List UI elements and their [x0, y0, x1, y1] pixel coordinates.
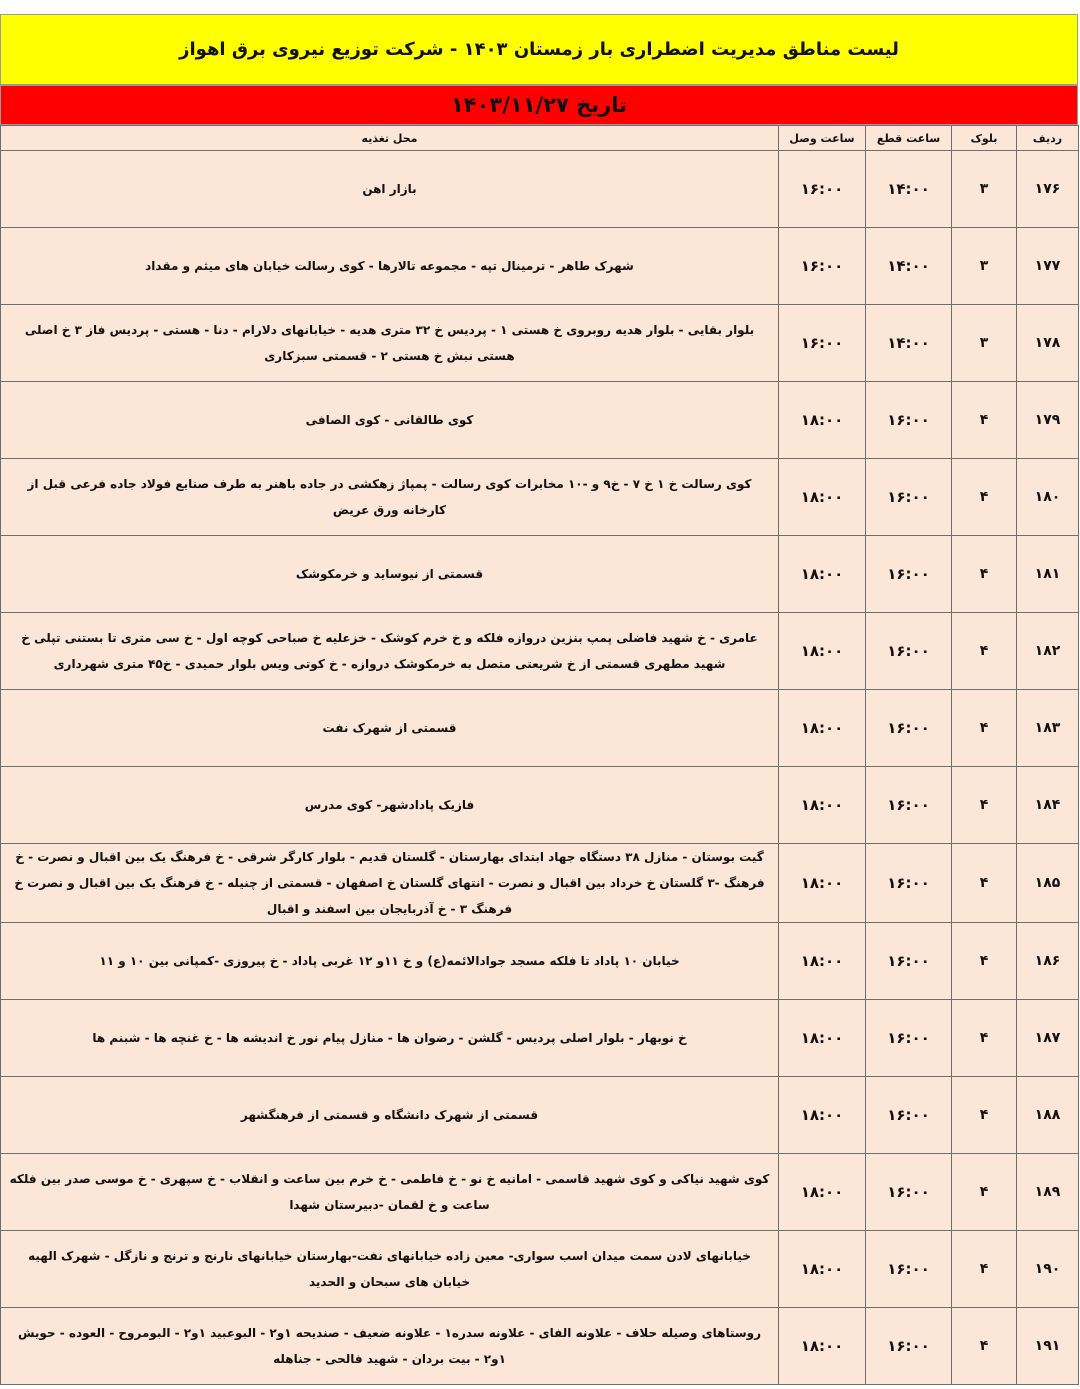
cell-connect-time: ۱۸:۰۰	[779, 536, 866, 613]
cell-connect-time: ۱۸:۰۰	[779, 923, 866, 1000]
cell-connect-time: ۱۸:۰۰	[779, 1308, 866, 1385]
cell-cut-time: ۱۶:۰۰	[866, 923, 952, 1000]
col-header-connect-time: ساعت وصل	[779, 126, 866, 151]
cell-connect-time: ۱۸:۰۰	[779, 690, 866, 767]
table-row	[1, 151, 1079, 228]
table-row	[1, 382, 1079, 459]
cell-row-no: ۱۸۹	[1017, 1154, 1079, 1231]
cell-block: ۴	[952, 613, 1017, 690]
cell-cut-time: ۱۶:۰۰	[866, 1231, 952, 1308]
table-row	[1, 767, 1079, 844]
cell-row-no: ۱۷۹	[1017, 382, 1079, 459]
cell-row-no: ۱۹۱	[1017, 1308, 1079, 1385]
cell-area: خیابانهای لادن سمت میدان اسب سواری- معین زاده خیابانهای نفت-بهارستان خیابانهای نارنج و ترنج و نازگل - شهرک الهیه خیابان های سبحان و الحدید	[1, 1231, 779, 1308]
table-row	[1, 1077, 1079, 1154]
table-row	[1, 459, 1079, 536]
cell-area: روستاهای وصیله حلاف - علاونه الفای - علاونه سدره۱ - علاونه ضعیف - صندیحه ۱و۲ - البوعبید ۱و۲ - البومروح - العوده - حویش ۱و۲ - بیت بردان - شهید فالحی - جناهله	[1, 1308, 779, 1385]
table-row	[1, 305, 1079, 382]
table-row	[1, 1154, 1079, 1231]
cell-area: بازار اهن	[1, 151, 779, 228]
cell-cut-time: ۱۶:۰۰	[866, 844, 952, 923]
date-banner: تاریخ ۱۴۰۳/۱۱/۲۷	[0, 85, 1078, 125]
cell-area: خ نوبهار - بلوار اصلی پردیس - گلشن - رضوان ها - منازل پیام نور خ اندیشه ها - خ غنچه ها - شبنم ها	[1, 1000, 779, 1077]
cell-block: ۴	[952, 382, 1017, 459]
cell-block: ۴	[952, 1077, 1017, 1154]
cell-row-no: ۱۸۷	[1017, 1000, 1079, 1077]
cell-block: ۳	[952, 151, 1017, 228]
cell-cut-time: ۱۶:۰۰	[866, 767, 952, 844]
cell-connect-time: ۱۸:۰۰	[779, 459, 866, 536]
cell-block: ۴	[952, 536, 1017, 613]
cell-area: شهرک طاهر - ترمینال تپه - مجموعه تالارها - کوی رسالت خیابان های میثم و مقداد	[1, 228, 779, 305]
cell-row-no: ۱۷۷	[1017, 228, 1079, 305]
cell-connect-time: ۱۸:۰۰	[779, 844, 866, 923]
cell-area: کوی طالقانی - کوی الصافی	[1, 382, 779, 459]
cell-cut-time: ۱۶:۰۰	[866, 1154, 952, 1231]
cell-area: بلوار بقایی - بلوار هدیه روبروی خ هستی ۱ - پردیس خ ۳۲ متری هدیه - خیابانهای دلارام - دنا - هستی - پردیس فاز ۳ خ اصلی هستی نبش خ هستی ۲ - قسمتی سبزکاری	[1, 305, 779, 382]
cell-cut-time: ۱۶:۰۰	[866, 459, 952, 536]
cell-area: عامری - خ شهید فاضلی پمپ بنزین دروازه فلکه و خ خرم کوشک - خزعلیه خ صباحی کوچه اول - خ سی متری تا بستنی تپلی خ شهید مطهری قسمتی از خ شریعتی متصل به خرمکوشک دروازه - خ کوتی ویس بلوار حمیدی - خ۴۵ متری شهرداری	[1, 613, 779, 690]
table-row	[1, 923, 1079, 1000]
cell-block: ۴	[952, 459, 1017, 536]
cell-connect-time: ۱۸:۰۰	[779, 613, 866, 690]
col-header-area: محل تغذیه	[1, 126, 779, 151]
cell-cut-time: ۱۴:۰۰	[866, 228, 952, 305]
cell-cut-time: ۱۶:۰۰	[866, 536, 952, 613]
cell-connect-time: ۱۸:۰۰	[779, 1000, 866, 1077]
cell-block: ۴	[952, 1154, 1017, 1231]
table-row	[1, 613, 1079, 690]
cell-cut-time: ۱۶:۰۰	[866, 613, 952, 690]
cell-connect-time: ۱۸:۰۰	[779, 382, 866, 459]
table-row	[1, 1000, 1079, 1077]
table-row	[1, 1308, 1079, 1385]
cell-block: ۳	[952, 305, 1017, 382]
cell-block: ۴	[952, 923, 1017, 1000]
cell-cut-time: ۱۶:۰۰	[866, 1077, 952, 1154]
col-header-row-no: ردیف	[1017, 126, 1079, 151]
cell-row-no: ۱۸۱	[1017, 536, 1079, 613]
cell-row-no: ۱۸۴	[1017, 767, 1079, 844]
table-row	[1, 844, 1079, 923]
cell-block: ۴	[952, 844, 1017, 923]
cell-area: کوی رسالت خ ۱ خ ۷ - خ۹ و -۱۰ مخابرات کوی رسالت - پمپاژ زهکشی در جاده باهنر به طرف صنایع فولاد جاده فرعی قبل از کارخانه ورق عریض	[1, 459, 779, 536]
cell-row-no: ۱۸۸	[1017, 1077, 1079, 1154]
cell-area: قسمتی از نیوساید و خرمکوشک	[1, 536, 779, 613]
cell-connect-time: ۱۸:۰۰	[779, 1231, 866, 1308]
col-header-block: بلوک	[952, 126, 1017, 151]
table-row	[1, 690, 1079, 767]
cell-block: ۴	[952, 1231, 1017, 1308]
cell-connect-time: ۱۶:۰۰	[779, 151, 866, 228]
col-header-cut-time: ساعت قطع	[866, 126, 952, 151]
cell-row-no: ۱۸۳	[1017, 690, 1079, 767]
cell-row-no: ۱۸۵	[1017, 844, 1079, 923]
cell-connect-time: ۱۸:۰۰	[779, 767, 866, 844]
outage-table	[0, 125, 1079, 1385]
cell-cut-time: ۱۶:۰۰	[866, 1000, 952, 1077]
cell-row-no: ۱۸۰	[1017, 459, 1079, 536]
cell-connect-time: ۱۶:۰۰	[779, 305, 866, 382]
cell-block: ۴	[952, 690, 1017, 767]
table-header-row	[1, 126, 1079, 151]
cell-area: خیابان ۱۰ پاداد تا فلکه مسجد جوادالائمه(ع) و خ ۱۱و ۱۲ غربی پاداد - خ پیروزی -کمپانی بین ۱۰ و ۱۱	[1, 923, 779, 1000]
cell-cut-time: ۱۴:۰۰	[866, 151, 952, 228]
cell-area: فازیک پادادشهر- کوی مدرس	[1, 767, 779, 844]
cell-cut-time: ۱۶:۰۰	[866, 1308, 952, 1385]
cell-block: ۴	[952, 767, 1017, 844]
cell-connect-time: ۱۸:۰۰	[779, 1154, 866, 1231]
cell-block: ۳	[952, 228, 1017, 305]
document-title: لیست مناطق مدیریت اضطراری بار زمستان ۱۴۰۳ - شرکت توزیع نیروی برق اهواز	[0, 14, 1078, 85]
cell-area: قسمتی از شهرک دانشگاه و قسمتی از فرهنگشهر	[1, 1077, 779, 1154]
cell-cut-time: ۱۴:۰۰	[866, 305, 952, 382]
cell-area: قسمتی از شهرک نفت	[1, 690, 779, 767]
cell-connect-time: ۱۶:۰۰	[779, 228, 866, 305]
cell-row-no: ۱۷۸	[1017, 305, 1079, 382]
cell-block: ۴	[952, 1308, 1017, 1385]
cell-row-no: ۱۹۰	[1017, 1231, 1079, 1308]
cell-area: گیت بوستان - منازل ۳۸ دستگاه جهاد ابتدای بهارستان - گلستان قدیم - بلوار کارگر شرقی - خ فرهنگ یک بین اقبال و نصرت - خ فرهنگ -۳ گلستان خ خرداد بین اقبال و نصرت - انتهای گلستان خ اصفهان - قسمتی از چنیله - خ فرهنگ یک بین اقبال و نصرت خ فرهنگ ۳ - خ آذربایجان بین اسفند و اقبال	[1, 844, 779, 923]
cell-cut-time: ۱۶:۰۰	[866, 690, 952, 767]
cell-cut-time: ۱۶:۰۰	[866, 382, 952, 459]
cell-connect-time: ۱۸:۰۰	[779, 1077, 866, 1154]
cell-row-no: ۱۸۶	[1017, 923, 1079, 1000]
cell-area: کوی شهید نیاکی و کوی شهید قاسمی - امانیه خ نو - خ فاطمی - خ خرم بین ساعت و انقلاب - خ سپهری - خ موسی صدر بین فلکه ساعت و خ لقمان -دبیرستان شهدا	[1, 1154, 779, 1231]
cell-block: ۴	[952, 1000, 1017, 1077]
table-row	[1, 228, 1079, 305]
cell-row-no: ۱۷۶	[1017, 151, 1079, 228]
table-row	[1, 536, 1079, 613]
table-row	[1, 1231, 1079, 1308]
cell-row-no: ۱۸۲	[1017, 613, 1079, 690]
